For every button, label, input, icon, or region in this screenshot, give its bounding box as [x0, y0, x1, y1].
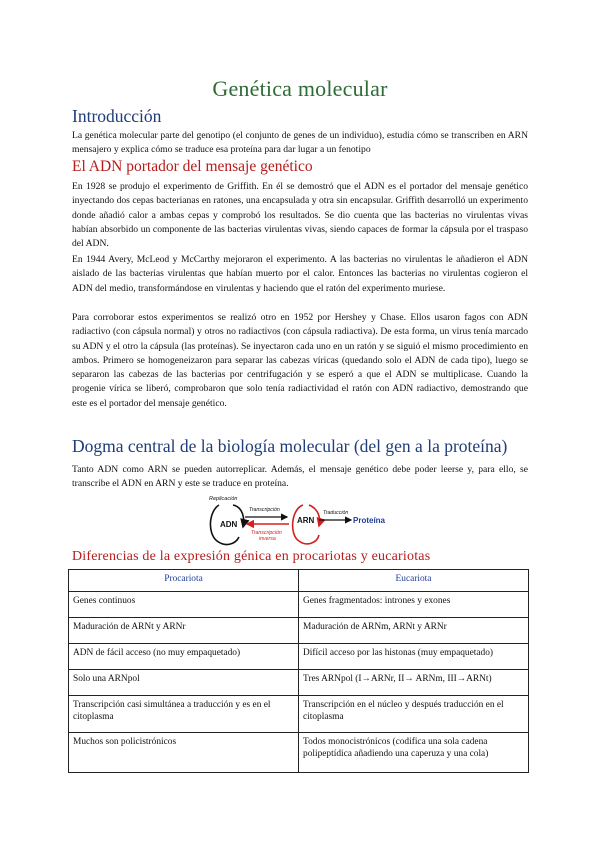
table-cell: Transcripción en el núcleo y después traducción en el citoplasma — [299, 696, 529, 733]
reverse-transcription-label-2: inversa — [259, 536, 276, 542]
differences-heading: Diferencias de la expresión génica en procariotas y eucariotas — [72, 549, 431, 564]
table-cell: Tres ARNpol (I→ARNr, II→ ARNm, III→ARNt) — [299, 670, 529, 696]
dogma-heading: Dogma central de la biología molecular (del gen a la proteína) — [72, 436, 508, 456]
table-row — [69, 733, 529, 773]
table-cell: ADN de fácil acceso (no muy empaquetado) — [69, 644, 299, 670]
table-row — [69, 644, 529, 670]
avery-paragraph: En 1944 Avery, McLeod y McCarthy mejoraron el experimento. A las bacterias no virulentas le añadieron el ADN aislado de las bacterias virulentas que habían muerto por el calor. Entonces las bacterias no virulentas cogieron el ADN del medio, transformándose en virulentas y haciendo que el ratón del experimento muriese. — [72, 254, 528, 294]
adn-label: ADN — [220, 520, 238, 529]
table-cell: Todos monocistrónicos (codifica una sola cadena polipeptídica añadiendo una caperuza y una cola) — [299, 733, 529, 773]
table-row — [69, 592, 529, 618]
dogma-paragraph: Tanto ADN como ARN se pueden autorreplicar. Además, el mensaje genético debe poder leerse y, para ello, se transcribe el ADN en ARN y este se traduce en proteína. — [72, 464, 528, 490]
central-dogma-diagram — [205, 493, 395, 551]
arn-label: ARN — [297, 516, 315, 525]
translation-label: Traducción — [323, 510, 349, 516]
griffith-paragraph: En 1928 se produjo el experimento de Griffith. En él se demostró que el ADN es el portador del mensaje genético inyectando dos cepas bacterianas en ratones, una encapsulada y otra sin encapsular. Griffith desarrolló un experimento donde añadió calor a ambas cepas y comprobó los resultados. Se dio cuenta que las bacterias no virulentas vivas habían absorbido un componente de las bacterias virulentas vivas, siendo capaces de formar la cápsula por el traspaso del ADN. — [72, 181, 528, 250]
table-row — [69, 670, 529, 696]
document-title: Genética molecular — [212, 76, 388, 101]
protein-label: Proteína — [353, 516, 386, 525]
column-header-eucariota: Eucariota — [299, 570, 529, 592]
reverse-transcription-label-1: Transcripción — [251, 530, 282, 536]
transcription-label: Transcripción — [249, 507, 280, 513]
column-header-procariota: Procariota — [69, 570, 299, 592]
table-row — [69, 696, 529, 733]
differences-table — [68, 569, 529, 773]
adn-section-heading: El ADN portador del mensaje genético — [72, 158, 313, 175]
hershey-chase-paragraph: Para corroborar estos experimentos se realizó otro en 1952 por Hershey y Chase. Ellos usaron fagos con ADN radiactivo (con cápsula normal) y otros no radiactivos (con cápsula radiactiva). De esta forma, un virus tenía marcado su ADN y el otro la cápsula (las proteínas). Se inyectaron cada uno en un ratón y se siguió el mismo procedimiento en ambos. Primero se homogeneizaron para separar las cabezas víricas (quedando solo el ADN de cada tipo), luego se separaron las cabezas de las bacterias por centrifugación y se esperó a que el ADN se multiplicase. Cuando la progenie vírica se liberó, comprobaron que solo tenía radiactividad el ratón con ADN radiactivo, demostrando que este es el portador del mensaje genético. — [72, 312, 528, 409]
table-cell: Solo una ARNpol — [69, 670, 299, 696]
table-cell: Maduración de ARNm, ARNt y ARNr — [299, 618, 529, 644]
table-cell: Muchos son policistrónicos — [69, 733, 299, 773]
replication-label: Replicación — [209, 496, 238, 502]
table-cell: Genes fragmentados: intrones y exones — [299, 592, 529, 618]
intro-paragraph: La genética molecular parte del genotipo (el conjunto de genes de un individuo), estudia cómo se transcriben en ARN mensajero y explica cómo se traduce esa proteína para dar lugar a un fenotipo — [72, 130, 528, 156]
table-cell: Genes continuos — [69, 592, 299, 618]
table-cell: Transcripción casi simultánea a traducción y es en el citoplasma — [69, 696, 299, 733]
table-header-row — [69, 570, 529, 592]
table-cell: Maduración de ARNt y ARNr — [69, 618, 299, 644]
table-row — [69, 618, 529, 644]
table-cell: Difícil acceso por las histonas (muy empaquetado) — [299, 644, 529, 670]
intro-heading: Introducción — [72, 106, 162, 126]
